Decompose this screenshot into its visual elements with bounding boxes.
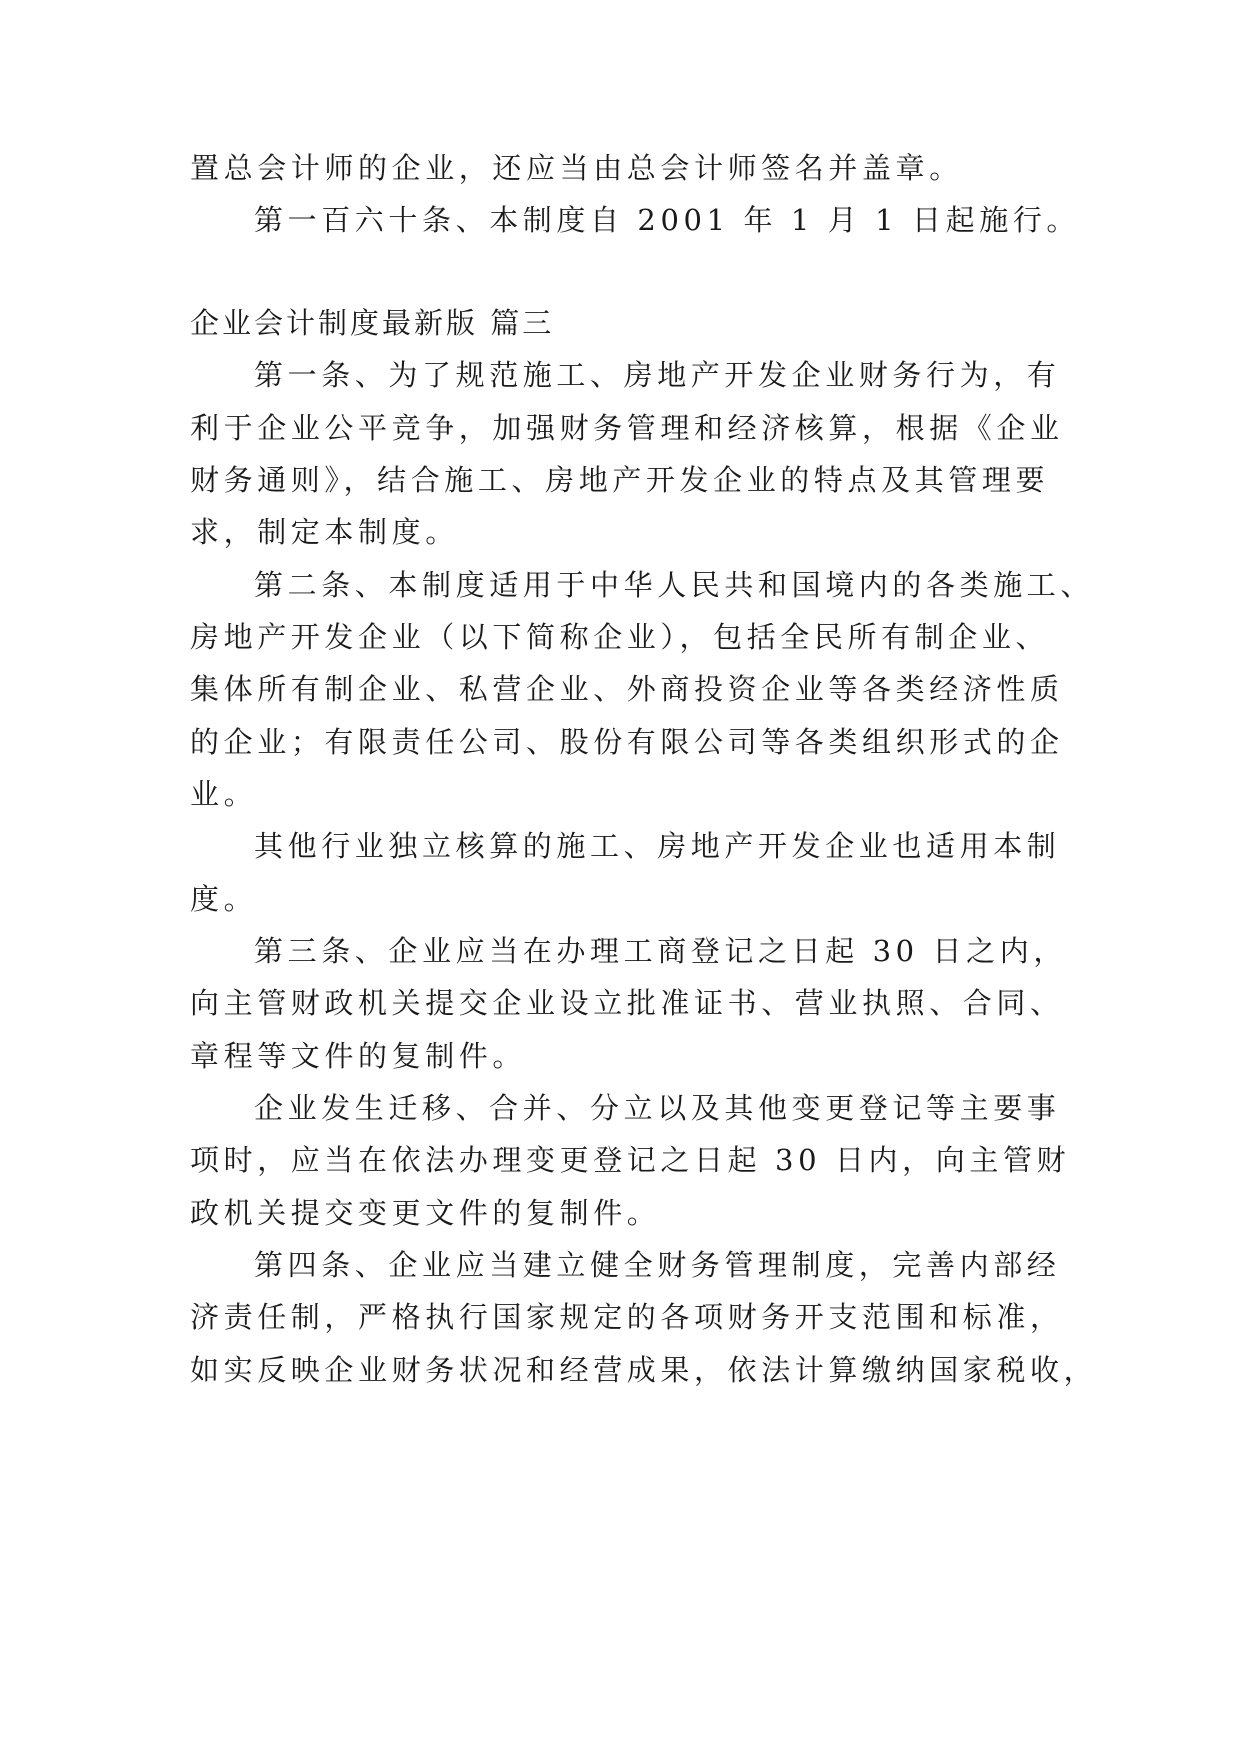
paragraph-line: 项时，应当在依法办理变更登记之日起 30 日内，向主管财 (190, 1143, 1071, 1177)
paragraph-line: 度。 (190, 882, 258, 916)
paragraph-line: 第三条、企业应当在办理工商登记之日起 30 日之内， (254, 934, 1067, 968)
paragraph-line: 如实反映企业财务状况和经营成果，依法计算缴纳国家税收， (190, 1353, 1098, 1387)
paragraph-line: 利于企业公平竞争，加强财务管理和经济核算，根据《企业 (190, 411, 1064, 445)
section-heading: 企业会计制度最新版 篇三 (190, 306, 555, 340)
paragraph-line: 向主管财政机关提交企业设立批准证书、营业执照、合同、 (190, 986, 1064, 1020)
paragraph-line: 济责任制，严格执行国家规定的各项财务开支范围和标准， (190, 1300, 1064, 1334)
paragraph-line: 房地产开发企业（以下简称企业），包括全民所有制企业、 (190, 620, 1050, 654)
paragraph-line: 业。 (190, 777, 258, 811)
paragraph-line: 第二条、本制度适用于中华人民共和国境内的各类施工、 (254, 568, 1095, 602)
paragraph-line: 第一条、为了规范施工、房地产开发企业财务行为，有 (254, 358, 1061, 392)
paragraph-line: 第一百六十条、本制度自 2001 年 1 月 1 日起施行。 (254, 203, 1081, 237)
paragraph-line: 第四条、企业应当建立健全财务管理制度，完善内部经 (254, 1248, 1061, 1282)
paragraph-line: 政机关提交变更文件的复制件。 (190, 1196, 661, 1230)
paragraph-line: 其他行业独立核算的施工、房地产开发企业也适用本制 (254, 829, 1061, 863)
paragraph-line: 企业发生迁移、合并、分立以及其他变更登记等主要事 (254, 1091, 1061, 1125)
paragraph-line: 财务通则》，结合施工、房地产开发企业的特点及其管理要 (190, 463, 1050, 497)
paragraph-line: 章程等文件的复制件。 (190, 1039, 527, 1073)
paragraph-line: 集体所有制企业、私营企业、外商投资企业等各类经济性质 (190, 672, 1064, 706)
paragraph-line: 的企业；有限责任公司、股份有限公司等各类组织形式的企 (190, 725, 1064, 759)
paragraph-line: 置总会计师的企业，还应当由总会计师签名并盖章。 (190, 151, 963, 185)
paragraph-line: 求，制定本制度。 (190, 515, 459, 549)
